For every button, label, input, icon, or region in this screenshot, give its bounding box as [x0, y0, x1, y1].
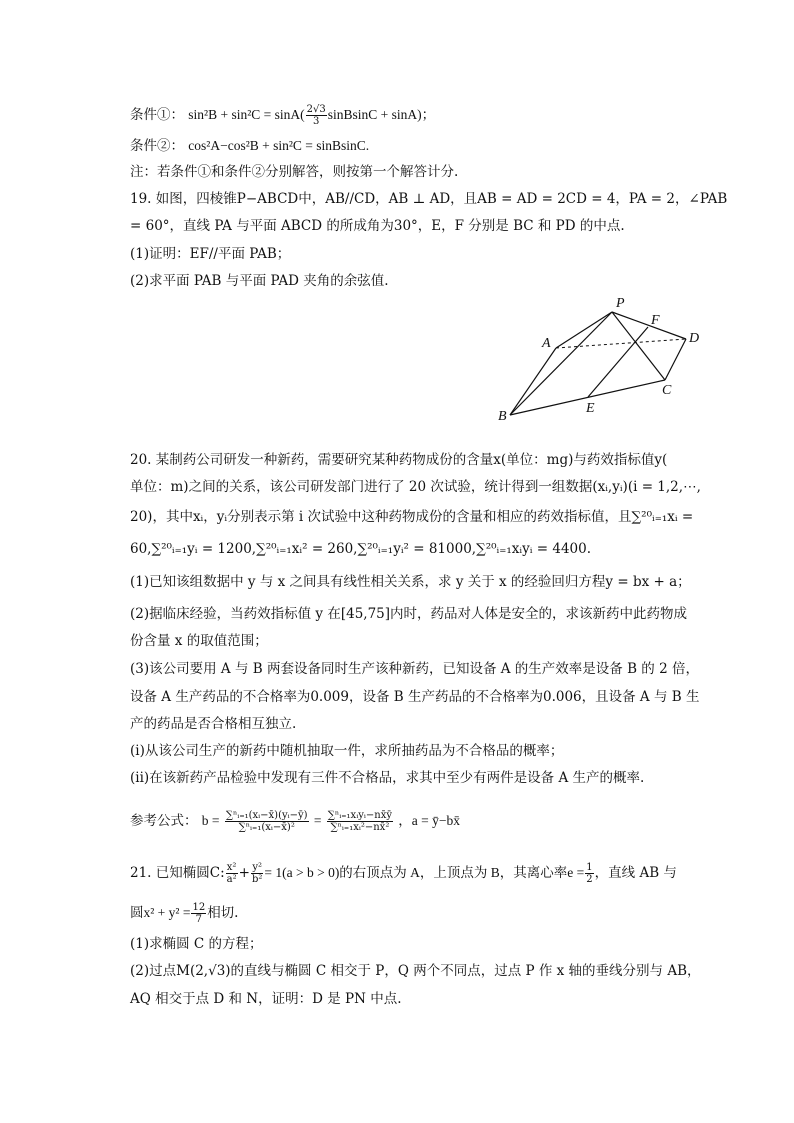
q21-plus: + — [238, 865, 250, 881]
q20-line-4: 60,∑²⁰ᵢ₌₁yᵢ = 1200,∑²⁰ᵢ₌₁xᵢ² = 260,∑²⁰ᵢ₌₁yᵢ² = 81000,∑²⁰ᵢ₌₁xᵢyᵢ = 4400. — [130, 541, 592, 557]
q20-line-2: 单位：m)之间的关系，该公司研发部门进行了 20 次试验，统计得到一组数据(xᵢ,yᵢ)(i = 1,2,⋯, — [130, 479, 701, 495]
ref-fraction-1 — [225, 810, 309, 833]
q21-frac-y — [251, 862, 263, 885]
q21-part-2b: AQ 相交于点 D 和 N，证明：D 是 PN 中点. — [130, 991, 402, 1007]
pyramid-figure — [490, 290, 710, 425]
label-D: D — [689, 331, 700, 346]
ref-b: b = — [201, 813, 220, 828]
ref-a: ，a = ȳ−bx̄ — [398, 813, 461, 828]
q19-part-1: (1)证明：EF//平面 PAB； — [130, 246, 291, 262]
q21-frac-e-num: 1 — [586, 862, 593, 873]
q21-frac-r-num: 12 — [192, 902, 206, 913]
label-F: F — [651, 313, 660, 328]
edge-PA — [556, 312, 612, 348]
q21-frac-e — [585, 862, 593, 885]
q19-line-1: 19. 如图，四棱锥P−ABCD中，AB//CD，AB ⊥ AD，且AB = AD = 2CD = 4，PA = 2，∠PAB — [130, 191, 728, 207]
scoring-note: 注：若条件①和条件②分别解答，则按第一个解答计分. — [130, 164, 459, 180]
condition-2-expr: cos²A−cos²B + sin²C = sinBsinC. — [188, 138, 370, 153]
q19-line-2: = 60°，直线 PA 与平面 ABCD 的所成角为30°，E，F 分别是 BC 和 PD 的中点. — [130, 218, 625, 234]
q21-frac-x — [226, 862, 238, 885]
condition-1-frac-den: 3 — [313, 116, 320, 127]
q21-part-2a: (2)过点M(2,√3)的直线与椭圆 C 相交于 P，Q 两个不同点，过点 P 作 x 轴的垂线分别与 AB， — [130, 963, 701, 979]
q20-part-2a: (2)据临床经验，当药效指标值 y 在[45,75]内时，药品对人体是安全的，求该新药中此药物成 — [130, 606, 688, 622]
q20-part-3b: 设备 A 生产药品的不合格率为0.009，设备 B 生产药品的不合格率为0.006，且设备 A 与 B 生 — [130, 689, 700, 705]
ref-frac-1-num: ∑ⁿᵢ₌₁(xᵢ−x̄)(yᵢ−ȳ) — [225, 810, 308, 821]
q21-frac-e-den: 2 — [586, 874, 593, 885]
q20-line-3: 20)，其中xᵢ，yᵢ分别表示第 i 次试验中这种药物成份的含量和相应的药效指标值，且∑²⁰ᵢ₌₁xᵢ = — [130, 509, 694, 525]
q21-part-1: (1)求椭圆 C 的方程； — [130, 936, 263, 952]
q20-part-3c: 产的药品是否合格相互独立. — [130, 716, 297, 732]
q20-part-3a: (3)该公司要用 A 与 B 两套设备同时生产该种新药，已知设备 A 的生产效率是设备 B 的 2 倍， — [130, 661, 699, 677]
label-P: P — [616, 296, 625, 311]
q21-frac-x-num: x² — [226, 862, 237, 873]
label-C: C — [662, 383, 672, 398]
label-B: B — [498, 409, 507, 424]
ref-equals: = — [313, 813, 322, 828]
q21-line-1c: ，直线 AB 与 — [594, 865, 677, 881]
q20-sub-ii: (ii)在该新药产品检验中发现有三件不合格品，求其中至少有两件是设备 A 生产的概率. — [130, 770, 645, 786]
q21-frac-y-num: y² — [252, 862, 262, 873]
q21-line-2 — [130, 902, 238, 925]
edge-CD — [665, 339, 686, 380]
condition-2 — [130, 137, 369, 155]
edge-AB — [510, 348, 556, 415]
condition-1-expr-b: sinBsinC + sinA)； — [327, 107, 436, 122]
ref-label: 参考公式： — [130, 813, 198, 829]
q21-line-1a: 21. 已知椭圆C: — [130, 865, 225, 881]
ref-frac-1-den: ∑ⁿᵢ₌₁(xᵢ−x̄)² — [238, 822, 295, 833]
label-A: A — [542, 336, 551, 351]
ref-fraction-2 — [327, 810, 393, 833]
q21-frac-y-den: b² — [251, 874, 263, 885]
ref-frac-2-den: ∑ⁿᵢ₌₁xᵢ²−nx̄² — [330, 822, 390, 833]
q20-part-2b: 份含量 x 的取值范围； — [130, 633, 268, 649]
q21-frac-x-den: a² — [226, 874, 237, 885]
ref-frac-2-num: ∑ⁿᵢ₌₁xᵢyᵢ−nx̄ȳ — [327, 810, 392, 821]
condition-1 — [130, 104, 435, 127]
reference-formula — [130, 810, 460, 833]
condition-1-label: 条件①： — [130, 107, 184, 123]
q21-frac-r — [191, 902, 206, 925]
edge-PB — [510, 312, 612, 415]
label-E: E — [586, 401, 595, 416]
edge-AD-hidden — [556, 339, 686, 348]
q21-line-1 — [130, 862, 677, 885]
q21-line-1b: = 1(a > b > 0)的右顶点为 A，上顶点为 B，其离心率e = — [264, 865, 585, 880]
q19-part-2: (2)求平面 PAB 与平面 PAD 夹角的余弦值. — [130, 273, 389, 289]
q20-sub-i: (i)从该公司生产的新药中随机抽取一件，求所抽药品为不合格品的概率； — [130, 743, 564, 759]
condition-1-frac-num: 2√3 — [306, 104, 326, 115]
condition-2-label: 条件②： — [130, 138, 184, 154]
condition-1-expr-a: sin²B + sin²C = sinA( — [188, 107, 305, 122]
q21-line-2a: 圆x² + y² = — [130, 905, 191, 920]
q21-frac-r-den: 7 — [195, 914, 202, 925]
q20-line-1: 20. 某制药公司研发一种新药，需要研究某种药物成份的含量x(单位：mg)与药效指标值y( — [130, 452, 668, 468]
q20-part-1: (1)已知该组数据中 y 与 x 之间具有线性相关关系，求 y 关于 x 的经验回归方程y = bx + a； — [130, 574, 691, 590]
segment-EF — [588, 327, 648, 397]
condition-1-fraction — [306, 104, 327, 127]
q21-line-2b: 相切. — [207, 905, 239, 921]
